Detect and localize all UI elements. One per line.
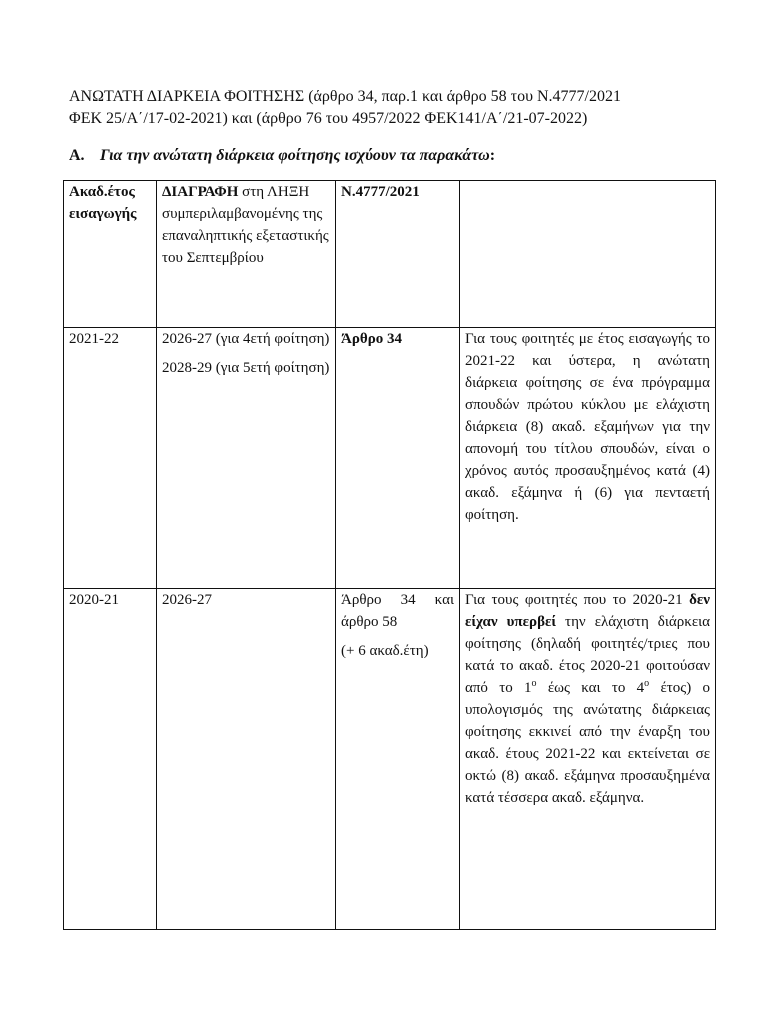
- header-year-label: Ακαδ.έτος εισαγωγής: [69, 184, 137, 222]
- header-cell-deletion: [157, 181, 336, 328]
- note-text-part2: την ελάχιστη διάρκεια φοίτησης (δηλαδή φοιτητές/τριες που κατά το ακαδ. έτος 2020-21 φοιτούσαν από το 1: [465, 614, 711, 696]
- deletion-value: 2026-27: [162, 592, 212, 608]
- header-deletion-bold: ΔΙΑΓΡΑΦΗ: [162, 184, 239, 200]
- section-a-heading: [69, 145, 495, 167]
- note-text-part4: έτος) ο υπολογισμός της ανώτατης διάρκειας φοίτησης εκκινεί από την έναρξη του ακαδ. έτους 2021-22 και εκτείνεται σε οκτώ (8) ακαδ. εξάμηνα προσαυξημένα κατά τέσσερα ακαδ. εξάμηνα.: [465, 680, 710, 806]
- note-superscript-2: ο: [644, 678, 650, 689]
- note-text: Για τους φοιτητές με έτος εισαγωγής το 2021-22 και ύστερα, η ανώτατη διάρκεια φοίτησης σε ένα πρόγραμμα σπουδών πρώτου κύκλου με ελάχιστη διάρκεια (8) ακαδ. εξαμήνων για την απονομή του τίτλου σπουδών, είναι ο χρόνος αυτός προσαυξημένος κατά (4) ακαδ. εξάμηνα ή (6) για πενταετή φοίτηση.: [465, 331, 710, 523]
- note-text-part3: έως και το 4: [536, 680, 645, 696]
- note-text-part1: Για τους φοιτητές που το 2020-21: [465, 592, 690, 608]
- header-deletion-rest: στη ΛΗΞΗ συμπεριλαμβανομένης της επαναληπτικής εξεταστικής του Σεπτεμβρίου: [162, 184, 329, 266]
- year-value: 2021-22: [69, 331, 119, 347]
- cell-article: [336, 328, 460, 589]
- table-row: [64, 328, 716, 589]
- cell-article: [336, 589, 460, 930]
- table-header-row: [64, 181, 716, 328]
- header-cell-law: [336, 181, 460, 328]
- article-value: Άρθρο 34: [341, 331, 402, 347]
- header-cell-year: [64, 181, 157, 328]
- cell-note: [460, 328, 716, 589]
- heading-line-2: ΦΕΚ 25/Α΄/17-02-2021) και (άρθρο 76 του 4957/2022 ΦΕΚ141/Α΄/21-07-2022): [69, 110, 588, 127]
- section-colon: :: [489, 147, 496, 164]
- table-row: [64, 589, 716, 930]
- deletion-5yr: 2028-29 (για 5ετή φοίτηση): [162, 360, 330, 376]
- article-value: Άρθρο 34 και άρθρο 58: [341, 592, 454, 630]
- header-law-label: Ν.4777/2021: [341, 184, 420, 200]
- cell-deletion: [157, 328, 336, 589]
- section-title: Για την ανώτατη διάρκεια φοίτησης ισχύουν τα παρακάτω: [100, 147, 490, 164]
- header-cell-notes: [460, 181, 716, 328]
- duration-table: [63, 180, 716, 930]
- cell-deletion: [157, 589, 336, 930]
- note-text-bold: δεν είχαν υπερβεί: [465, 592, 710, 630]
- cell-year: [64, 589, 157, 930]
- heading-line-1: ΑΝΩΤΑΤΗ ΔΙΑΡΚΕΙΑ ΦΟΙΤΗΣΗΣ (άρθρο 34, παρ.1 και άρθρο 58 του Ν.4777/2021: [69, 88, 621, 105]
- note-superscript-1: ο: [531, 678, 537, 689]
- deletion-4yr: 2026-27 (για 4ετή φοίτηση): [162, 331, 330, 347]
- article-extra: (+ 6 ακαδ.έτη): [341, 643, 429, 659]
- section-number: Α.: [69, 147, 85, 164]
- cell-note: [460, 589, 716, 930]
- document-heading: [69, 86, 729, 130]
- year-value: 2020-21: [69, 592, 119, 608]
- cell-year: [64, 328, 157, 589]
